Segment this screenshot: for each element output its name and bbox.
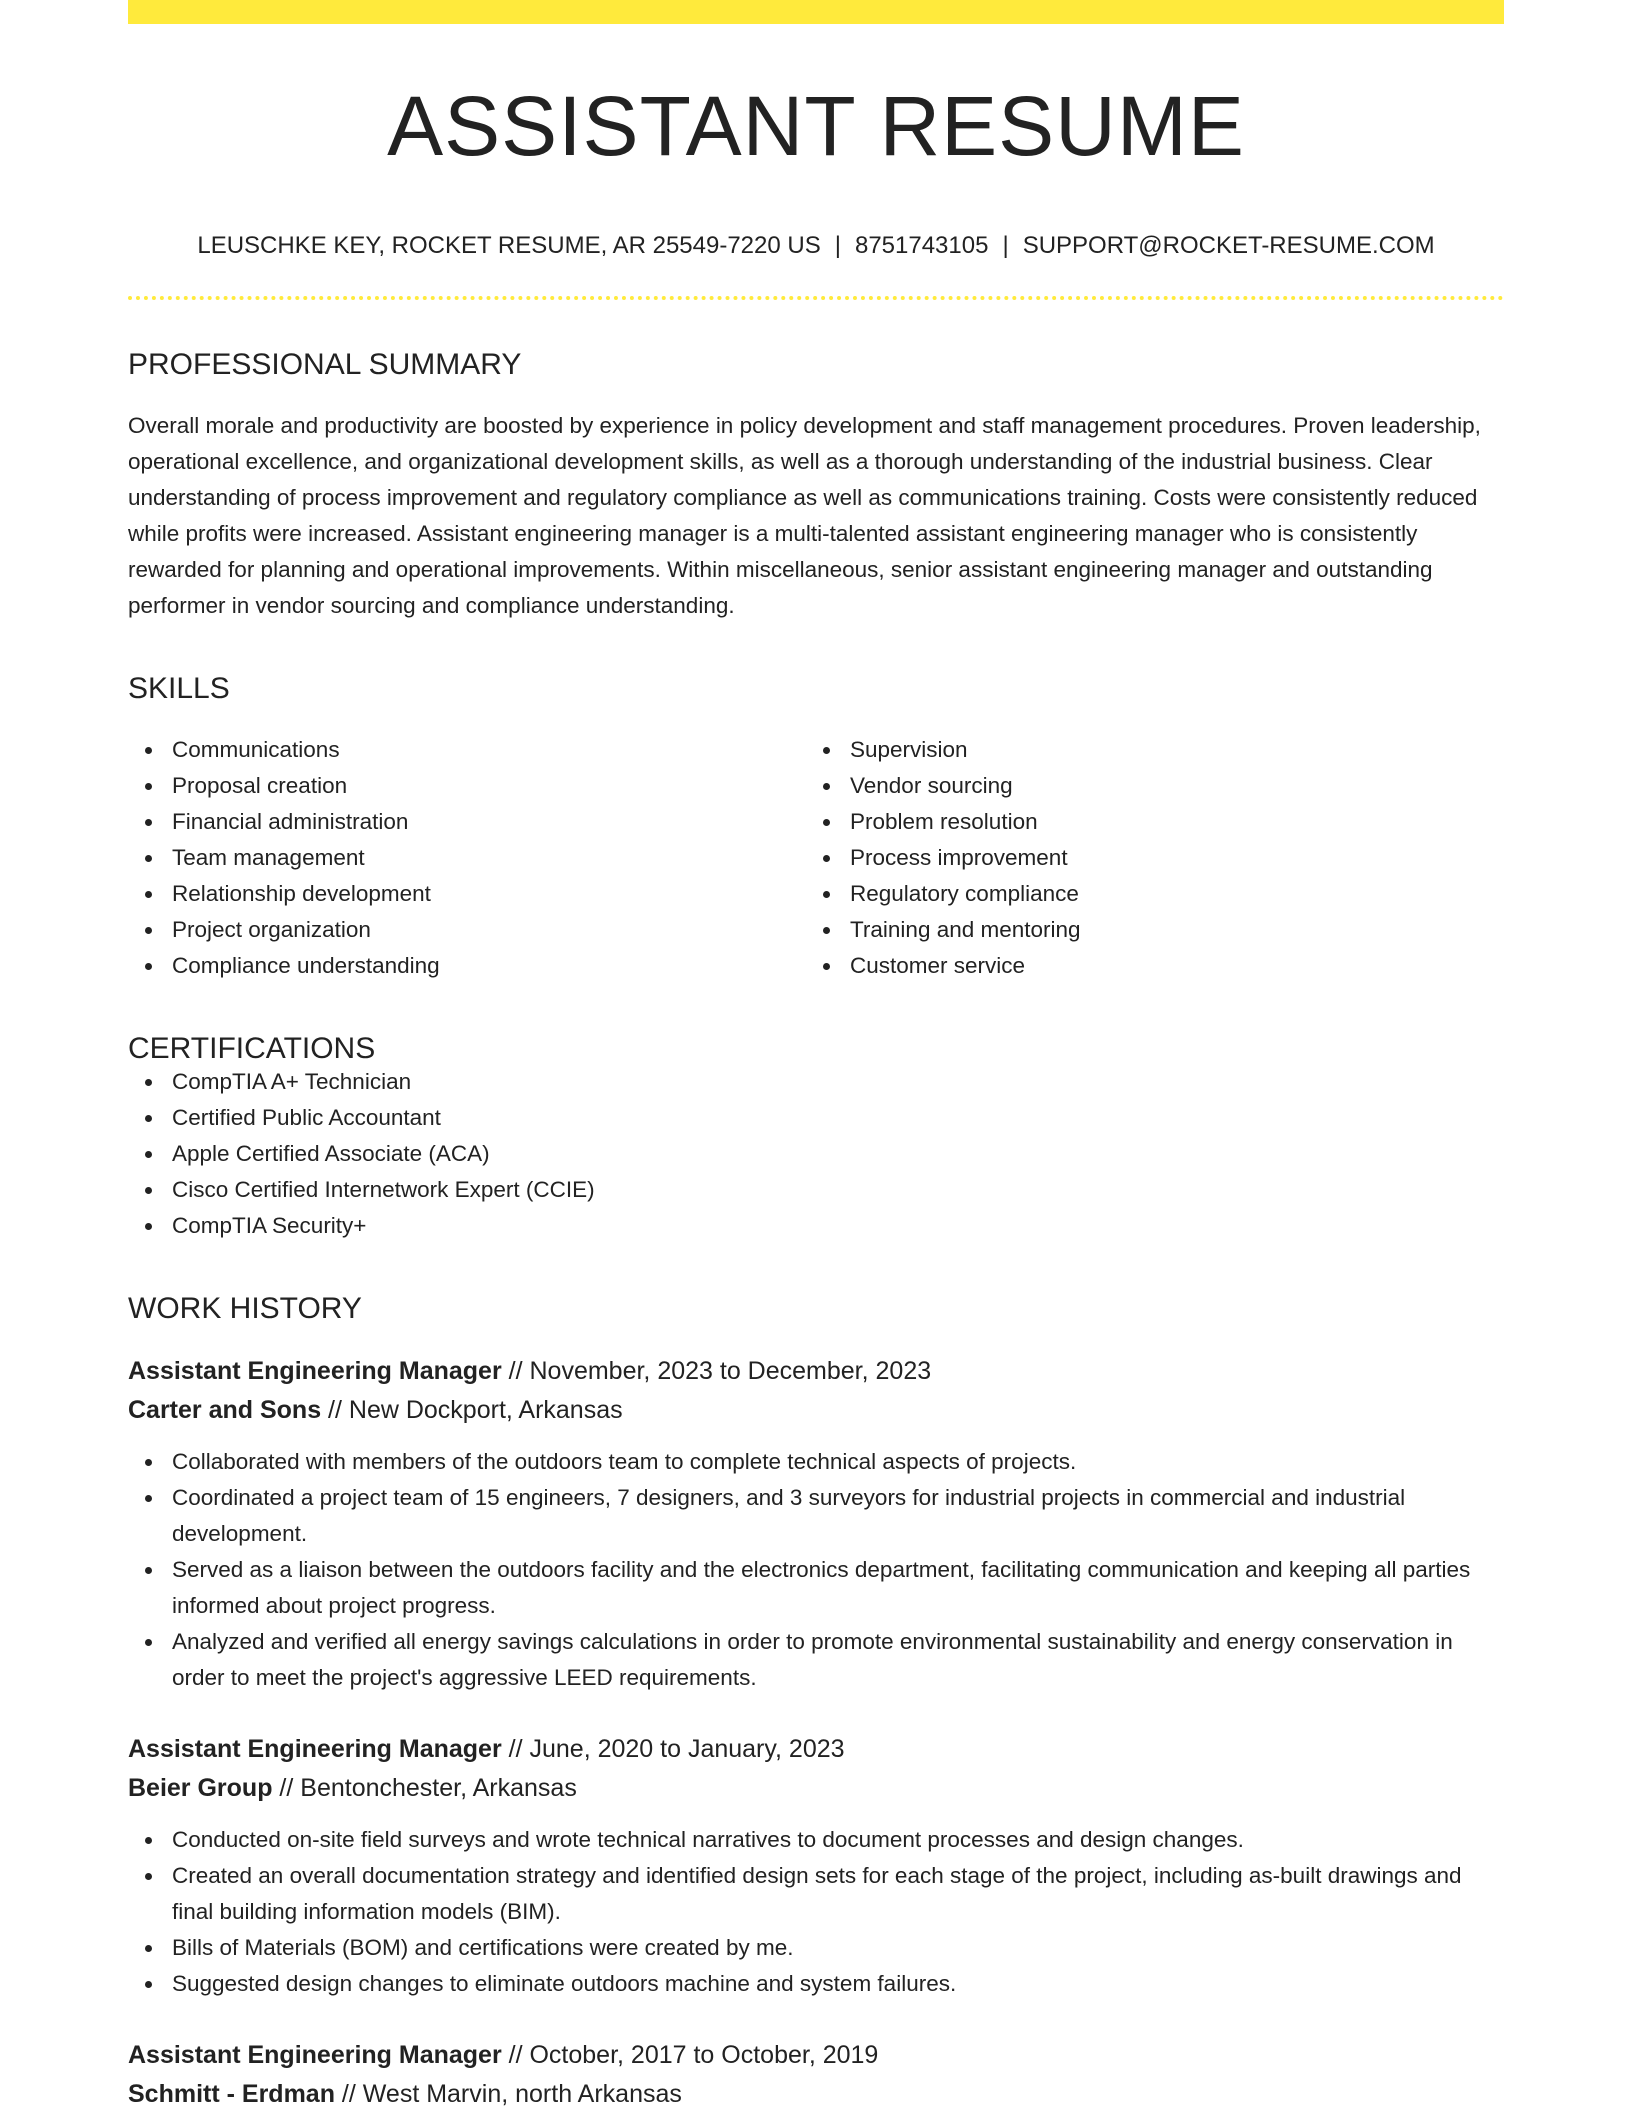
job-title-line — [128, 1730, 1504, 1769]
skill-item: Training and mentoring — [806, 912, 1484, 948]
certifications-list — [128, 1064, 1504, 1244]
skill-item: Customer service — [806, 948, 1484, 984]
resume-title: ASSISTANT RESUME — [387, 79, 1245, 173]
job-location: // New Dockport, Arkansas — [321, 1396, 623, 1424]
job-bullets — [128, 1822, 1504, 2002]
dotted-divider — [128, 296, 1504, 300]
job-role: Assistant Engineering Manager — [128, 1735, 502, 1763]
job-company-line — [128, 2075, 1504, 2114]
skills-list-left — [128, 732, 806, 984]
job-location: // Bentonchester, Arkansas — [272, 1774, 577, 1802]
job-company: Schmitt - Erdman — [128, 2080, 335, 2108]
summary-paragraph: Overall morale and productivity are boosted by experience in policy development and staff management procedures. Proven leadership, operational excellence, and organizational development skills, as well as a thorough understanding of the industrial business. Clear understanding of process improvement and regulatory compliance as well as communications training. Costs were consistently reduced while profits were increased. Assistant engineering manager is a multi-talented assistant engineering manager who is consistently rewarded for planning and operational improvements. Within miscellaneous, senior assistant engineering manager and outstanding performer in vendor sourcing and compliance understanding. — [128, 413, 1481, 618]
contact-phone: 8751743105 — [854, 232, 989, 259]
job-company-line — [128, 1391, 1504, 1430]
accent-bar — [128, 0, 1504, 24]
job-entry — [128, 1730, 1504, 2002]
job-role: Assistant Engineering Manager — [128, 1357, 502, 1385]
resume-page — [128, 0, 1504, 2114]
skill-item: Relationship development — [128, 876, 806, 912]
section-title-summary: PROFESSIONAL SUMMARY — [128, 348, 522, 381]
skill-item: Regulatory compliance — [806, 876, 1484, 912]
job-company: Carter and Sons — [128, 1396, 322, 1424]
section-title-certifications: CERTIFICATIONS — [128, 1032, 376, 1065]
skills-column-right — [806, 732, 1484, 984]
skill-item: Communications — [128, 732, 806, 768]
job-bullet: Bills of Materials (BOM) and certifications were created by me. — [128, 1930, 1504, 1966]
job-dates: // June, 2020 to January, 2023 — [501, 1735, 845, 1763]
skill-item: Compliance understanding — [128, 948, 806, 984]
job-title-line — [128, 2036, 1504, 2075]
job-role: Assistant Engineering Manager — [128, 2041, 502, 2069]
job-company: Beier Group — [128, 1774, 273, 1802]
skill-item: Project organization — [128, 912, 806, 948]
job-bullet: Created an overall documentation strategy and identified design sets for each stage of the project, including as-built drawings and final building information models (BIM). — [128, 1858, 1504, 1930]
skill-item: Proposal creation — [128, 768, 806, 804]
skills-column-left — [128, 732, 806, 984]
job-bullet: Coordinated a project team of 15 engineers, 7 designers, and 3 surveyors for industrial projects in commercial and industrial development. — [128, 1480, 1504, 1552]
skill-item: Supervision — [806, 732, 1484, 768]
certification-item: Certified Public Accountant — [128, 1100, 1504, 1136]
job-bullet: Analyzed and verified all energy savings calculations in order to promote environmental sustainability and energy conservation in order to meet the project's aggressive LEED requirements. — [128, 1624, 1504, 1696]
job-location: // West Marvin, north Arkansas — [334, 2080, 682, 2108]
job-dates: // November, 2023 to December, 2023 — [501, 1357, 932, 1385]
job-bullet: Collaborated with members of the outdoors team to complete technical aspects of projects. — [128, 1444, 1504, 1480]
certification-item: CompTIA Security+ — [128, 1208, 1504, 1244]
job-bullet: Suggested design changes to eliminate outdoors machine and system failures. — [128, 1966, 1504, 2002]
contact-email: SUPPORT@ROCKET-RESUME.COM — [1022, 232, 1435, 259]
contact-separator: | — [1002, 232, 1009, 259]
job-entry — [128, 2036, 1504, 2114]
skills-list-right — [806, 732, 1484, 984]
job-entry — [128, 1352, 1504, 1696]
job-company-line — [128, 1769, 1504, 1808]
skill-item: Vendor sourcing — [806, 768, 1484, 804]
job-bullet: Conducted on-site field surveys and wrote technical narratives to document processes and design changes. — [128, 1822, 1504, 1858]
certification-item: Apple Certified Associate (ACA) — [128, 1136, 1504, 1172]
skill-item: Financial administration — [128, 804, 806, 840]
contact-separator: | — [834, 232, 841, 259]
job-dates: // October, 2017 to October, 2019 — [501, 2041, 879, 2069]
section-title-skills: SKILLS — [128, 672, 230, 705]
job-bullets — [128, 1444, 1504, 1696]
certification-item: CompTIA A+ Technician — [128, 1064, 1504, 1100]
section-title-work-history: WORK HISTORY — [128, 1292, 362, 1325]
job-title-line — [128, 1352, 1504, 1391]
skill-item: Process improvement — [806, 840, 1484, 876]
certification-item: Cisco Certified Internetwork Expert (CCIE) — [128, 1172, 1504, 1208]
skills-columns — [128, 732, 1504, 984]
job-bullet: Served as a liaison between the outdoors facility and the electronics department, facilitating communication and keeping all parties informed about project progress. — [128, 1552, 1504, 1624]
contact-address: LEUSCHKE KEY, ROCKET RESUME, AR 25549-7220 US — [197, 232, 821, 259]
contact-line — [128, 234, 1504, 258]
skill-item: Problem resolution — [806, 804, 1484, 840]
skill-item: Team management — [128, 840, 806, 876]
